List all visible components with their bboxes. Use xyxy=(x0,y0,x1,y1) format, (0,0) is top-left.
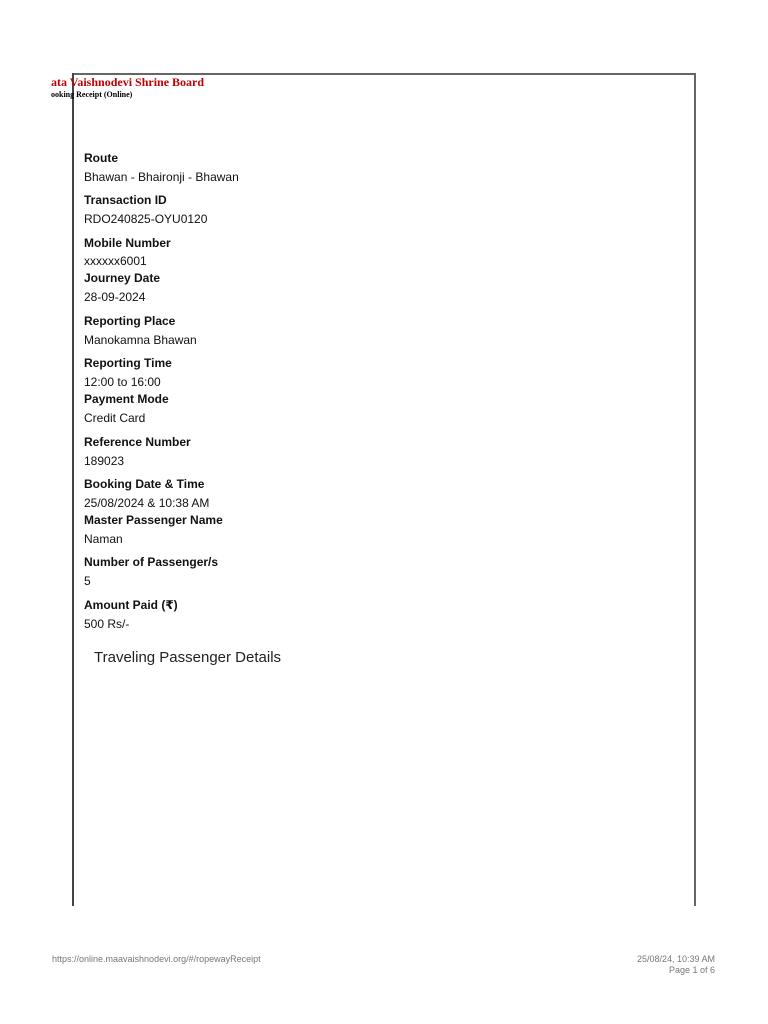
footer-timestamp: 25/08/24, 10:39 AM xyxy=(636,954,715,964)
route-label: Route xyxy=(84,151,118,165)
transaction-id-value: RDO240825-OYU0120 xyxy=(84,212,208,226)
footer-url: https://online.maavaishnodevi.org/#/ropewayReceipt xyxy=(52,954,261,964)
booking-datetime-value: 25/08/2024 & 10:38 AM xyxy=(84,496,210,510)
mobile-number-value: xxxxxx6001 xyxy=(84,254,147,268)
shrine-board-title: ata Vaishnodevi Shrine Board xyxy=(51,75,205,89)
receipt-frame-left-border xyxy=(72,73,74,906)
route-value: Bhawan - Bhaironji - Bhawan xyxy=(84,170,239,184)
payment-mode-label: Payment Mode xyxy=(84,392,169,406)
traveling-passenger-details-heading: Traveling Passenger Details xyxy=(94,649,282,666)
reference-number-label: Reference Number xyxy=(84,435,191,449)
receipt-subtitle: ooking Receipt (Online) xyxy=(51,90,133,99)
journey-date-label: Journey Date xyxy=(84,271,161,285)
reporting-time-value: 12:00 to 16:00 xyxy=(84,375,161,389)
reference-number-value: 189023 xyxy=(84,454,125,468)
passenger-count-value: 5 xyxy=(84,574,91,588)
reporting-place-label: Reporting Place xyxy=(84,314,176,328)
transaction-id-label: Transaction ID xyxy=(84,193,167,207)
mobile-number-label: Mobile Number xyxy=(84,236,171,250)
master-passenger-name-label: Master Passenger Name xyxy=(84,513,223,527)
amount-paid-label: Amount Paid (₹) xyxy=(84,598,178,612)
reporting-time-label: Reporting Time xyxy=(84,356,172,370)
reporting-place-value: Manokamna Bhawan xyxy=(84,333,197,347)
booking-datetime-label: Booking Date & Time xyxy=(84,477,205,491)
master-passenger-name-value: Naman xyxy=(84,532,123,546)
receipt-frame-right-border xyxy=(694,73,696,906)
footer-page-number: Page 1 of 6 xyxy=(668,965,715,975)
passenger-count-label: Number of Passenger/s xyxy=(84,555,219,569)
amount-paid-value: 500 Rs/- xyxy=(84,617,130,631)
payment-mode-value: Credit Card xyxy=(84,411,146,425)
journey-date-value: 28-09-2024 xyxy=(84,290,146,304)
